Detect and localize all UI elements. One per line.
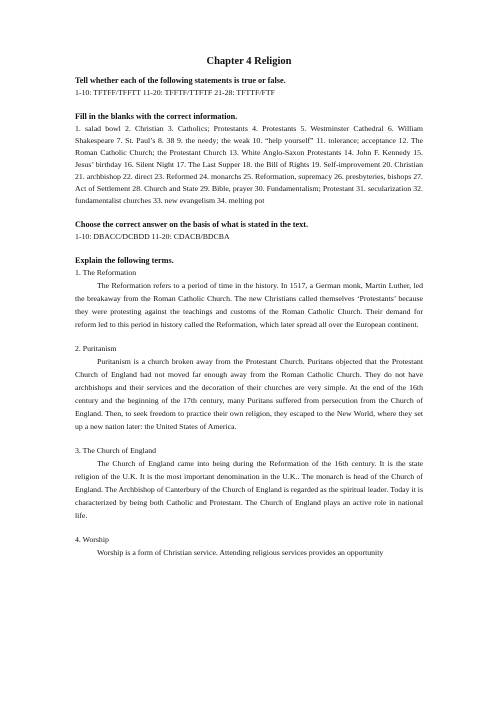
term-body: The Church of England came into being during the Reformation of the 16th century. It is the state religion of the U.K. It is the most important denomination in the U.K.. The monarch is head of the Church of England. The Archbishop of Canterbury of the Church of England is regarded as the spiritual leader. Today it is characterized by being both Catholic and Protestant. The Church of England plays an active role in national life. [75, 459, 423, 520]
fill-blanks-section [75, 111, 423, 207]
multiple-choice-heading: Choose the correct answer on the basis of what is stated in the text. [75, 220, 309, 229]
fill-blanks-answers: 1. salad bowl 2. Christian 3. Catholics; Protestants 4. Protestants 5. Westminster Cathedral 6. William Shakespeare 7. St. Paul’s 8. 38 9. the needy; the weak 10. “help yourself” 11. tolerance; acceptance 12. The Roman Catholic Church; the Protestant Church 13. White Anglo-Saxon Protestants 14. John F. Kennedy 15. Jesus’ birthday 16. Silent Night 17. The Last Supper 18. the Bill of Rights 19. Self-improvement 20. Christian 21. archbishop 22. direct 23. Reformed 24. monarchs 25. Reformation, supremacy 26. presbyteries, bishops 27. Act of Settlement 28. Church and State 29. Bible, prayer 30. Fundamentalism; Protestant 31. secularization 32. fundamentalist churches 33. new evangelism 34. melting pot [75, 124, 423, 205]
term-title: 1. The Reformation [75, 268, 137, 277]
spacer [75, 522, 423, 534]
true-false-answers: 1-10: TFTFF/TFFTT 11-20: TFFTF/TTFTF 21-28: TFTTF/FTF [75, 88, 275, 97]
true-false-heading: Tell whether each of the following statements is true or false. [75, 76, 286, 85]
term-title: 3. The Church of England [75, 446, 157, 455]
explain-terms-heading: Explain the following terms. [75, 256, 174, 265]
term-body: The Reformation refers to a period of time in the history. In 1517, a German monk, Martin Luther, led the breakaway from the Roman Catholic Church. The new Christians called themselves ‘Protestants’ because they were protesting against the teachings and customs of the Roman Catholic Church. Their demand for reform led to this period in history called the Reformation, which later spread all over the European continent. [75, 281, 423, 329]
chapter-title: Chapter 4 Religion [206, 56, 292, 67]
term-item-puritanism [75, 343, 423, 433]
multiple-choice-answers: 1-10: DBACC/DCBDD 11-20: CDACB/BDCBA [75, 232, 230, 241]
spacer [75, 207, 423, 219]
multiple-choice-section [75, 219, 423, 243]
term-item-church-of-england [75, 445, 423, 522]
spacer [75, 99, 423, 111]
term-title: 4. Worship [75, 535, 109, 544]
document-page [75, 56, 423, 559]
fill-blanks-heading: Fill in the blanks with the correct information. [75, 112, 238, 121]
term-body: Worship is a form of Christian service. Attending religious services provides an opportunity [97, 548, 384, 557]
term-item-reformation [75, 267, 423, 331]
term-item-worship [75, 534, 423, 559]
spacer [75, 331, 423, 343]
true-false-section [75, 75, 423, 99]
explain-terms-section [75, 255, 423, 559]
spacer [75, 433, 423, 445]
term-body: Puritanism is a church broken away from the Protestant Church. Puritans objected that the Protestant Church of England had not moved far enough away from the Roman Catholic Church. They do not have archbishops and their services and the decoration of their churches are very simple. At the end of the 16th century and the beginning of the 17th century, many Puritans suffered from persecution from the Church of England. Then, to seek freedom to practice their own religion, they escaped to the New World, where they set up a new nation later: the United States of America. [75, 357, 423, 431]
term-title: 2. Puritanism [75, 344, 117, 353]
spacer [75, 243, 423, 255]
